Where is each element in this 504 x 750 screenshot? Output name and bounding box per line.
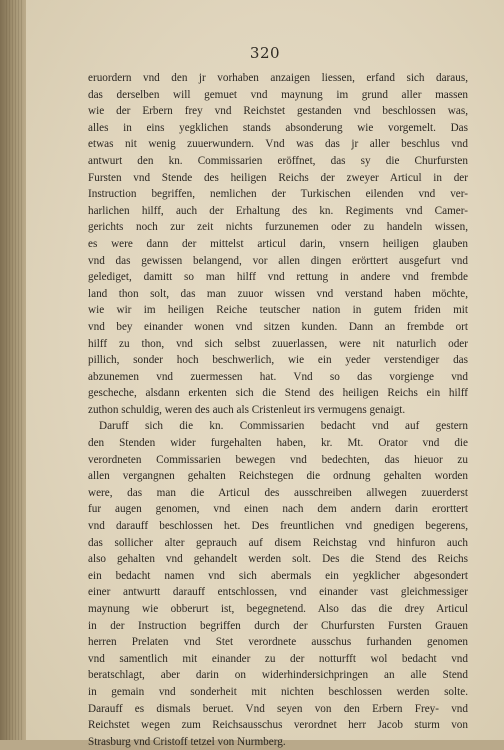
text-line: vnd darauff beschlossen het. Des freuntlichen vnd gnedigen begerens, xyxy=(88,520,468,533)
text-line: land thon solt, das man zuuor wissen vnd verstand haben möchte, xyxy=(88,287,468,300)
text-line: vnd das gewissen belangend, vor allen dingen erörttert ausgefurt vnd xyxy=(88,254,468,267)
text-line: wie wir im heiligen Reiche teutscher nation in gutem friden mit xyxy=(88,304,468,317)
text-line: vnd bey einander wonen vnd sitzen kunden. Dann an frembde ort xyxy=(88,320,468,333)
text-line: den Stenden wider furgehalten haben, kr. Mt. Orator vnd die xyxy=(88,437,468,450)
text-line: es were dann der mittelst articul darin, vnsern heiligen glauben xyxy=(88,237,468,250)
text-line: abzunemen vnd zuermessen hat. Vnd so das vorgienge vnd xyxy=(88,370,468,383)
text-line: Strasburg vnd Cristoff tetzel von Nurmberg. xyxy=(88,735,286,748)
text-line: gelediget, damitt so man hilff vnd rettung in andere vnd frembde xyxy=(88,271,468,284)
body-text xyxy=(88,70,468,750)
text-line: das derselben will gemuet vnd maynung im grund aller massen xyxy=(88,88,468,101)
text-line: Instruction begriffen, nemlichen der Turkischen eilenden vnd ver- xyxy=(88,188,468,201)
text-line: fur augen genomen, vnd einen nach dem andern darin erorttert xyxy=(88,503,468,516)
text-line: gescheche, alsdann erkenten sich die Stend des heiligen Reichs ein hilff xyxy=(88,387,468,400)
text-line: verordneten Commissarien bewegen vnd bedechten, das hieuor zu xyxy=(88,453,468,466)
text-line: Darauff es dismals beruet. Vnd seyen von den Erbern Frey- vnd xyxy=(88,702,468,715)
text-line: Daruff sich die kn. Commissarien bedacht vnd auf gestern xyxy=(99,420,468,433)
text-line: maynung wie obberurt ist, begegnetend. Also das die drey Articul xyxy=(88,603,468,615)
text-line: were, das man die Articul des ausschreiben allwegen zuuerderst xyxy=(88,486,468,499)
text-line: gerichts noch zur zeit nichts furzunemen oder zu handeln wissen, xyxy=(88,221,468,234)
text-line: in der Instruction begriffen durch der Churfursten Fursten Grauen xyxy=(88,619,468,632)
page-number: 320 xyxy=(249,44,281,62)
text-line: zuthon schuldig, weren des auch als Cristenleut irs vermugens genaigt. xyxy=(88,403,406,416)
text-line: allen vergangnen gehalten Reichstegen die ordnung gehalten worden xyxy=(88,470,468,483)
text-line: Fursten vnd Stende des heiligen Reichs der zweyer Articul in der xyxy=(88,171,468,184)
page-edges xyxy=(6,0,22,740)
text-line: eruordern vnd den jr vorhaben anzaigen liessen, erfand sich daraus, xyxy=(88,72,468,84)
text-line: Reichstet wegen zum Reichsausschus verordnet herr Jacob sturm von xyxy=(88,719,468,732)
text-line: also gehalten vnd gehandelt werden solt. Des die Stend des Reichs xyxy=(88,553,468,566)
text-line: wie der Erbern frey vnd Reichstet gestanden vnd beschlossen was, xyxy=(88,105,468,118)
text-line: antwurt den kn. Commissarien eröffnet, das sy die Churfursten xyxy=(88,154,468,167)
text-line: in gemain vnd sonderheit mit nichten beschlossen werden solte. xyxy=(88,685,468,698)
text-line: das sollicher alter geprauch auf disem Reichstag vnd hinfuron auch xyxy=(88,536,468,549)
text-line: ein bedacht namen vnd sich abermals ein yegklicher abgesondert xyxy=(88,569,468,582)
text-line: hilff zu thon, vnd sich selbst zuuerlassen, were nit naturlich oder xyxy=(88,337,468,350)
book-page xyxy=(26,0,504,748)
text-line: herren Prelaten vnd Stet verordnete ausschus furhanden genomen xyxy=(88,636,468,649)
text-line: beratschlagt, aber darin on widerhindersichpringen an alle Stend xyxy=(88,669,468,682)
text-line: alles in eins yegklichen stands absonderung wie vorgemelt. Das xyxy=(88,121,468,134)
text-line: pillich, sonder hoch beschwerlich, wie ein yeder verstendiger das xyxy=(88,354,468,367)
text-line: einer antwurtt darauff entschlossen, vnd einander vast gleichmessiger xyxy=(88,586,468,599)
text-line: etwas nit wenig zuuerwundern. Vnd was das jr aller beschlus vnd xyxy=(88,138,468,151)
text-line: vnd samentlich mit einander zu der notturfft wol bedacht vnd xyxy=(88,652,468,665)
text-line: harlichen hilff, auch der Erhaltung des kn. Regiments vnd Camer- xyxy=(88,204,468,217)
